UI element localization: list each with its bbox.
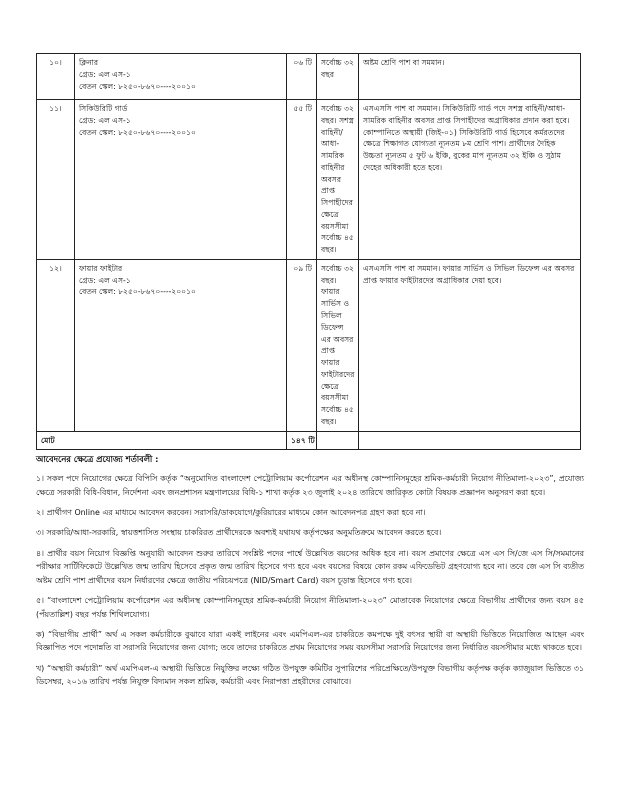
grade-text: গ্রেড: এল এস-১ xyxy=(79,275,131,285)
pay-scale-text: বেতন স্কেল: ৮২৫০-৮৬৭০----২০০১০ xyxy=(79,127,196,137)
condition-paragraph: ৫। “বাংলাদেশ পেট্রোলিয়াম কর্পোরেশন এর অধীনস্থ কোম্পানিসমূহের শ্রমিক-কর্মচারী নিয়োগ নীতিমালা-২০২৩” মোতাবেক নিয়োগের ক্ষেত্রে বিভাগীয় প্রার্থীদের জন্য বয়স ৪৫ (পঁয়তাল্লিশ) বছর পর্যন্ত শিথিলযোগ্য। xyxy=(36,596,584,619)
post-count-cell: ৫৫ টি xyxy=(287,100,317,260)
grade-text: গ্রেড: এল এস-১ xyxy=(79,69,131,79)
conditions-heading: আবেদনের ক্ষেত্রে প্রযোজ্য শর্তাবলী : xyxy=(36,454,159,464)
post-name: ফায়ার ফাইটার xyxy=(79,263,123,273)
condition-paragraph: খ) “অস্থায়ী কর্মচারী” অর্থ এমপিএল-এ অস্থায়ী ভিত্তিতে নিযুক্তির লক্ষ্যে গঠিত উপযুক্ত কমিটির সুপারিশের পরিপ্রেক্ষিতে/উপযুক্ত বিভাগীয় কর্তৃপক্ষ কর্তৃক ক্যাজুয়াল ভিত্তিতে ৩১ ডিসেম্বর, ২০১৬ তারিখ পর্যন্ত নিযুক্ত বিদ্যমান সকল শ্রমিক, কর্মচারী এবং নিরাপত্তা প্রহরীদের বোঝাবে। xyxy=(36,663,584,687)
qualification-cell: এসএসসি পাশ বা সমমান। সিকিউরিটি গার্ড পদে সশস্ত্র বাহিনী/আধা-সামরিক বাহিনীর অবসর প্রাপ্ত সিপাহীদের অগ্রাধিকার প্রদান করা হবে। কোম্পানিতে অস্থায়ী (জিই-০১) সিকিউরিটি গার্ড হিসেবে কর্মরতদের ক্ষেত্রে শিক্ষাগত যোগ্যতা ন্যূনতম ৮ম শ্রেণি পাশ। প্রার্থীদের দৈহিক উচ্চতা ন্যূনতম ৫ ফুট ৬ ইঞ্চি, বুকের মাপ ন্যূনতম ৩২ ইঞ্চি ও সুঠাম দেহের অধিকারী হতে হবে। xyxy=(359,100,581,260)
condition-paragraph: ৪। প্রার্থীর বয়স নিয়োগ বিজ্ঞপ্তি অনুযায়ী আবেদন শুরুর তারিখে সংশ্লিষ্ট পদের পার্শ্বে উল্লেখিত বয়সের অধিক হবে না। বয়স প্রমাণের ক্ষেত্রে এস এস সি/জে এস সি/সমমানের পরীক্ষার সার্টিফিকেটে উল্লেখিত জন্ম তারিখ হিসেবে প্রকৃত জন্ম তারিখ হিসেবে গণ্য হবে এবং বয়সের বিষয়ে কোন রকম এফিডেভিট গ্রহণযোগ্য হবে না। তবে জে এস সি ব্যতীত অষ্টম শ্রেণি পাশ প্রার্থীদের বয়স নির্ধারণের ক্ষেত্রে জাতীয় পরিচয়পত্রে (NID/Smart Card) বয়স চূড়ান্ত হিসেবে গণ্য হবে। xyxy=(36,548,584,585)
post-cell xyxy=(75,100,287,260)
conditions-section xyxy=(36,452,584,696)
age-limit-cell: সর্বোচ্চ ৩২ বছর। সশস্ত্র বাহিনী/ আধা-সামরিক বাহিনীর অবসর প্রাপ্ত সিপাহীদের ক্ষেত্রে বয়সসীমা সর্বোচ্চ ৪৫ বছর। xyxy=(317,100,359,260)
total-row xyxy=(37,431,581,450)
condition-paragraph: ২। প্রার্থীগণ Online এর মাধ্যমে আবেদন করবেন। সরাসরি/ডাকযোগে/কুরিয়ারের মাধ্যমে কোন আবেদনপত্র গ্রহণ করা হবে না। xyxy=(36,507,426,517)
serial-cell: ১০। xyxy=(37,54,75,100)
condition-paragraph: ১। সকল পদে নিয়োগের ক্ষেত্রে বিপিসি কর্তৃক “অনুমোদিত বাংলাদেশ পেট্রোলিয়াম কর্পোরেশন এর অধীনস্থ কোম্পানিসমূহের শ্রমিক-কর্মচারী নিয়োগ নীতিমালা-২০২৩”, প্রযোজ্য ক্ষেত্রে সরকারী বিধি-বিধান, নির্দেশনা এবং জনপ্রশাসন মন্ত্রণালয়ের বিধি-১ শাখা কর্তৃক ২৩ জুলাই ২০২৪ তারিখে জারিকৃত কোটা বিষয়ক প্রজ্ঞাপন অনুসরণ করা হবে। xyxy=(36,474,584,497)
table-row xyxy=(37,100,581,260)
post-cell xyxy=(75,259,287,431)
total-empty-cell xyxy=(359,431,581,450)
post-count-cell: ০৬ টি xyxy=(287,54,317,100)
table-row xyxy=(37,54,581,100)
post-count-cell: ০৯ টি xyxy=(287,259,317,431)
post-name: ক্লিনার xyxy=(79,58,99,67)
serial-cell: ১২। xyxy=(37,259,75,431)
post-cell xyxy=(75,54,287,100)
vacancy-table xyxy=(36,53,581,450)
pay-scale-text: বেতন স্কেল: ৮২৫০-৮৬৭০----২০০১০ xyxy=(79,287,196,297)
condition-paragraph: ৩। সরকারি/আধা-সরকারি, স্বায়ত্তশাসিত সংস্থায় চাকরিরত প্রার্থীদেরকে অবশ্যই যথাযথ কর্তৃপক্ষের অনুমতিক্রমে আবেদন করতে হবে। xyxy=(36,528,442,538)
grade-text: গ্রেড: এল এস-১ xyxy=(79,115,131,125)
serial-cell: ১১। xyxy=(37,100,75,260)
total-label: মোট xyxy=(37,431,287,450)
table-row xyxy=(37,259,581,431)
pay-scale-text: বেতন স্কেল: ৮২৫০-৮৬৭০----২০০১০ xyxy=(79,81,196,91)
age-limit-cell: সর্বোচ্চ ৩২ বছর xyxy=(317,54,359,100)
total-count: ১৪৭ টি xyxy=(287,431,317,450)
condition-paragraph: ক) “বিভাগীয় প্রার্থী” অর্থ এ সকল কর্মচারীকে বুঝাবে যারা একই লাইনের এবং এমপিএল-এর চাকরিতে কমপক্ষে দুই বৎসর স্থায়ী বা অস্থায়ী ভিত্তিতে নিয়োজিত আছেন এবং বিজ্ঞাপিত পদে পদোন্নতি বা সরাসরি নিয়োগের জন্য যোগ্য; তবে তাদের চাকরিতে প্রথম নিয়োগের সময় বয়সসীমা সরাসরি নিয়োগের জন্য নির্ধারিত বয়সসীমার মধ্যে থাকতে হবে। xyxy=(36,630,584,653)
total-empty-cell xyxy=(317,431,359,450)
post-name: সিকিউরিটি গার্ড xyxy=(79,104,128,113)
qualification-cell: অষ্টম শ্রেণি পাশ বা সমমান। xyxy=(359,54,581,100)
age-limit-cell: সর্বোচ্চ ৩২ বছর। ফায়ার সার্ভিস ও সিভিল ডিফেন্স এর অবসর প্রাপ্ত ফায়ার ফাইটারদের ক্ষেত্রে বয়সসীমা সর্বোচ্চ ৪৫ বছর। xyxy=(317,259,359,431)
qualification-cell: এসএসসি পাশ বা সমমান। ফায়ার সার্ভিস ও সিভিল ডিফেন্স এর অবসর প্রাপ্ত ফায়ার ফাইটারদের অগ্রাধিকার দেয়া হবে। xyxy=(359,259,581,431)
